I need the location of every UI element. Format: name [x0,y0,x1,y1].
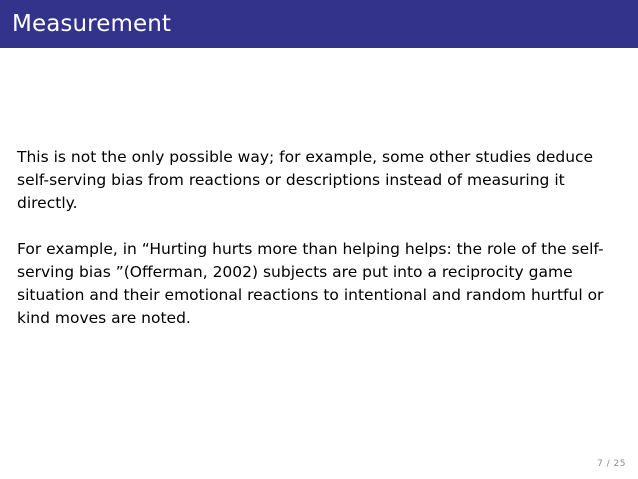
slide-title: Measurement [12,11,172,37]
body-paragraph-1: This is not the only possible way; for example, some other studies deduce self-serving bias from reactions or descriptions instead of measuring it directly. [17,148,594,212]
body-paragraph-2: For example, in “Hurting hurts more than helping helps: the role of the self-serving bias ”(Offerman, 2002) subjects are put into a reciprocity game situation and their emotional reactions to intentional and random hurtful or kind moves are noted. [17,240,604,327]
slide-body [17,146,627,330]
slide-title-bar [0,0,638,48]
page-number: 7 / 25 [597,459,626,469]
